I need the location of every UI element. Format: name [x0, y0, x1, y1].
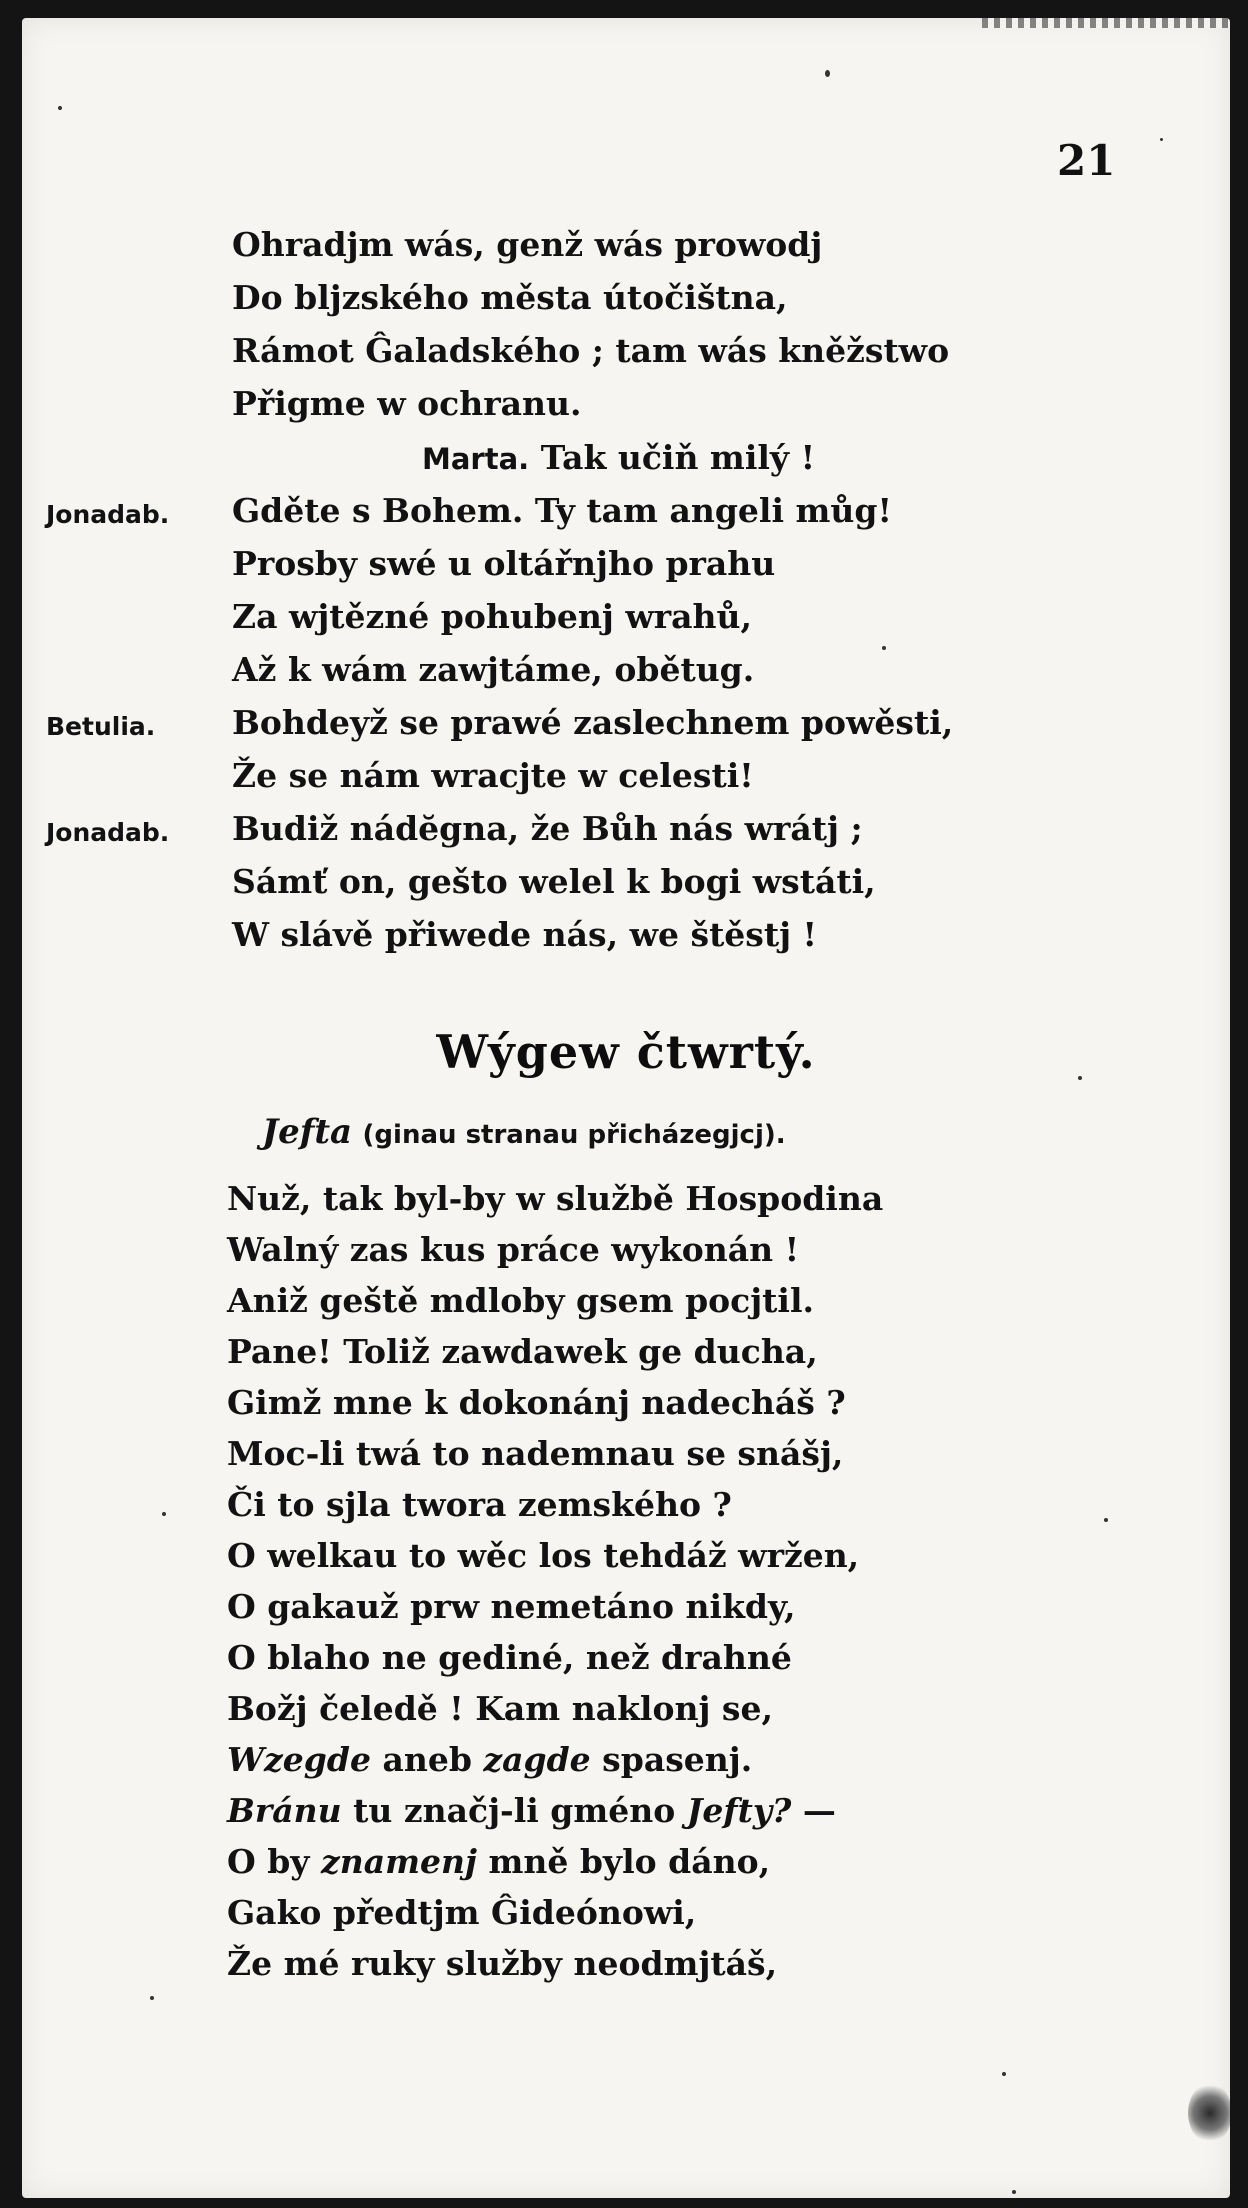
verse-line: Budiž nádĕgna, že Bůh nás wrátj ;: [232, 809, 863, 848]
book-page: [22, 18, 1230, 2198]
verse-line: Či to sjla twora zemského ?: [227, 1485, 732, 1524]
emphasis-word: Wzegde: [227, 1740, 371, 1779]
scan-speck: [1002, 2072, 1006, 2076]
stage-direction: [262, 1112, 786, 1152]
scan-speck: [1012, 2190, 1016, 2194]
plain-text: tu značj-li gméno: [341, 1791, 687, 1830]
verse-line: [227, 1842, 771, 1881]
verse-line: Gděte s Bohem. Ty tam angeli můg!: [232, 491, 892, 530]
emphasis-word: zagde: [483, 1740, 591, 1779]
speaker-jonadab: Jonadab.: [46, 500, 170, 529]
verse-line: [227, 1791, 836, 1830]
character-name: Jefta: [262, 1112, 353, 1152]
emphasis-word: Jefty?: [686, 1791, 792, 1830]
plain-text: aneb: [370, 1740, 484, 1779]
marta-line: [422, 438, 816, 477]
verse-line: O welkau to wěc los tehdáž wržen,: [227, 1536, 860, 1575]
scene-heading: Wýgew čtwrtý.: [436, 1025, 816, 1079]
marta-text: Tak učiň milý !: [540, 438, 816, 477]
verse-line: Walný zas kus práce wykonán !: [227, 1230, 800, 1269]
verse-line: Až k wám zawjtáme, obětug.: [232, 650, 755, 689]
verse-line: Aniž geště mdloby gsem pocjtil.: [227, 1281, 814, 1320]
verse-line: Moc-li twá to nademnau se snášj,: [227, 1434, 844, 1473]
verse-line: W slávě přiwede nás, we štěstj !: [232, 915, 818, 954]
verse-line: Božj čeledě ! Kam naklonj se,: [227, 1689, 773, 1728]
verse-line: Prosby swé u oltářnjho prahu: [232, 544, 776, 583]
verse-line: Přigme w ochranu.: [232, 384, 582, 423]
verse-line: Bohdeyž se prawé zaslechnem powěsti,: [232, 703, 954, 742]
verse-line: Že se nám wracjte w celesti!: [232, 756, 754, 795]
verse-line: Do bljzského města útočištna,: [232, 278, 788, 317]
emphasis-word: znamenj: [320, 1842, 477, 1881]
page-number: 21: [1057, 136, 1116, 185]
emphasis-word: Bránu: [227, 1791, 342, 1830]
verse-line: Sámť on, gešto welel k bogi wstáti,: [232, 862, 876, 901]
verse-line: Gimž mne k dokonánj nadecháš ?: [227, 1383, 846, 1422]
verse-line: Gako předtjm Ĝideónowi,: [227, 1893, 697, 1932]
scan-speck: [1160, 138, 1163, 141]
verse-line: Ohradjm wás, genž wás prowodj: [232, 225, 823, 264]
speaker-betulia: Betulia.: [46, 712, 156, 741]
verse-line: O blaho ne gediné, než drahné: [227, 1638, 792, 1677]
plain-text: —: [791, 1791, 836, 1830]
speaker-marta: Marta.: [422, 442, 530, 476]
stage-note: (ginau stranau přicházegjcj).: [362, 1120, 786, 1150]
scan-speck: [1078, 1076, 1082, 1080]
scan-speck: [1104, 1518, 1108, 1522]
scan-speck: [58, 106, 62, 110]
scan-speck: [825, 70, 830, 77]
verse-line: Pane! Toliž zawdawek ge ducha,: [227, 1332, 818, 1371]
verse-line: Za wjtězné pohubenj wrahů,: [232, 597, 752, 636]
scan-speck: [162, 1512, 166, 1516]
verse-line: Rámot Ĝaladského ; tam wás kněžstwo: [232, 331, 950, 370]
torn-edge: [982, 18, 1230, 28]
ink-smudge: [1188, 2083, 1230, 2143]
verse-line: Nuž, tak byl-by w službě Hospodina: [227, 1179, 884, 1218]
verse-line: [227, 1740, 753, 1779]
verse-line: O gakauž prw nemetáno nikdy,: [227, 1587, 796, 1626]
scan-speck: [150, 1996, 154, 2000]
speaker-jonadab: Jonadab.: [46, 818, 170, 847]
plain-text: spasenj.: [590, 1740, 753, 1779]
plain-text: mně bylo dáno,: [476, 1842, 771, 1881]
scan-speck: [882, 646, 886, 650]
plain-text: O by: [227, 1842, 321, 1881]
verse-line: Že mé ruky služby neodmjtáš,: [227, 1944, 778, 1983]
